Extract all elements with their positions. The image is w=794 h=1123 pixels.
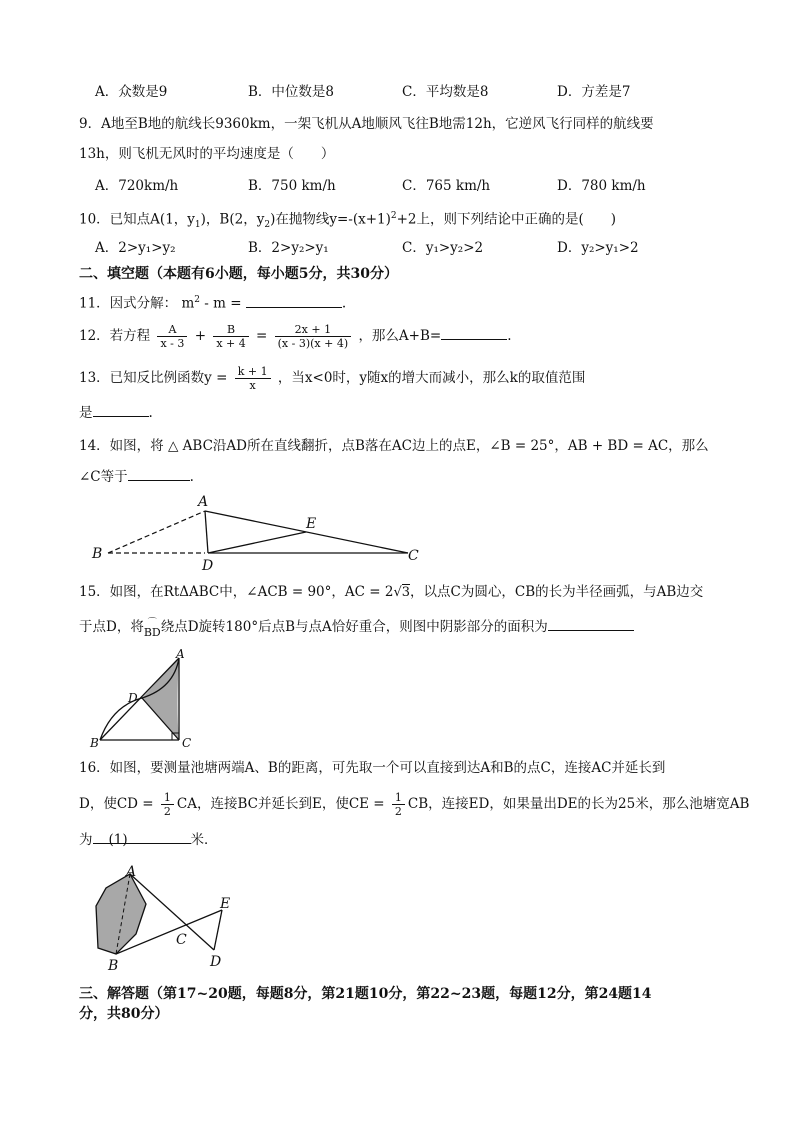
q9-option-b: B．750 km/h — [248, 178, 336, 194]
q9-option-c: C．765 km/h — [402, 178, 491, 194]
q13-fraction: $\frac{k + 1}{x}$ — [235, 365, 271, 392]
q10-option-b: B．2>y₂>y₁ — [248, 240, 329, 256]
q13-line1: 13．已知反比例函数y = $\frac{k + 1}{x}$ ，当x<0时，y随x的增大而减小，那么k的取值范围 — [79, 365, 586, 392]
q16-label-b: B — [108, 958, 119, 974]
section3-line1: 三、解答题（第17~20题，每题8分，第21题10分，第22~23题，每题12分，第24题14 — [79, 986, 652, 1002]
q12: 12．若方程 $\frac{A}{x - 3}$ + $\frac{B}{x + 4}$ = $\frac{2x + 1}{(x - 3)(x + 4)}$ ，那么A+B= . — [79, 323, 512, 350]
q16-line-ed — [214, 910, 222, 950]
section2-title: 二、填空题（本题有6小题，每小题5分，共30分） — [79, 266, 398, 282]
q8-option-c: C．平均数是8 — [402, 84, 489, 100]
q11-answer-blank[interactable] — [246, 293, 342, 308]
q14-line-ad — [205, 511, 208, 553]
q16-label-c: C — [176, 932, 187, 948]
q12-answer-blank[interactable] — [441, 325, 507, 340]
q16-label-e: E — [220, 896, 231, 912]
q16-line2: D，使CD = $\frac{1}{2}$ CA，连接BC并延长到E，使CE = $\frac{1}{2}$ CB，连接ED，如果量出DE的长为25米，那么池塘宽AB — [79, 791, 750, 818]
q13-line2: 是 . — [79, 402, 153, 423]
q15-label-d: D — [128, 691, 138, 705]
q16-pond — [96, 874, 146, 954]
q8-option-b: B．中位数是8 — [248, 84, 335, 100]
q16-label-d: D — [210, 954, 222, 970]
q9-line2: 13h，则飞机无风时的平均速度是（ ） — [79, 146, 335, 162]
q16-label-a: A — [126, 864, 137, 880]
q14-label-a: A — [198, 494, 209, 510]
q16-line3: 为 (1) 米． — [79, 832, 218, 848]
q15-answer-blank[interactable] — [548, 616, 634, 631]
q14-label-d: D — [202, 558, 214, 572]
q14-figure — [88, 492, 428, 572]
q16-fraction-ce: $\frac{1}{2}$ — [392, 791, 405, 818]
section3-line2: 分，共80分） — [79, 1006, 169, 1022]
q14-line-ab — [108, 511, 205, 553]
q15-line2: 于点D，将 ⌒ BD绕点D旋转180°后点B与点A恰好重合，则图中阴影部分的面积为 — [79, 616, 634, 637]
q15-label-b: B — [90, 736, 99, 750]
q10-stem: 10．已知点A(1，$y_1$)，B(2，$y_2$)在抛物线$y=-(x+1)^2+2$上，则下列结论中正确的是( ) — [79, 211, 617, 231]
q15-sqrt: √3 — [393, 585, 411, 600]
q15-line1: 15．如图，在RtΔABC中，∠ACB = 90°，AC = 2√3，以点C为圆心，CB的长为半径画弧，与AB边交 — [79, 584, 704, 600]
q9-option-d: D．780 km/h — [557, 178, 646, 194]
q14-answer-blank[interactable] — [128, 466, 190, 481]
q14-label-c: C — [408, 548, 419, 564]
q9-line1: 9．A地至B地的航线长9360km，一架飞机从A地顺风飞往B地需12h，它逆风飞行同样的航线要 — [79, 116, 654, 132]
q14-line-de — [208, 532, 306, 553]
q10-option-c: C．y₁>y₂>2 — [402, 240, 484, 256]
q15-arc-symbol: ⌒ BD — [143, 617, 161, 639]
q15-label-c: C — [182, 736, 192, 750]
q12-fraction-b: $\frac{B}{x + 4}$ — [213, 323, 248, 350]
q15-shaded-region — [142, 658, 179, 740]
q13-answer-blank[interactable] — [93, 402, 149, 417]
q11: 11．因式分解： $m^2$ - m = . — [79, 290, 346, 314]
q9-option-a: A．720km/h — [95, 178, 179, 194]
q12-fraction-rhs: $\frac{2x + 1}{(x - 3)(x + 4)}$ — [275, 323, 352, 350]
q12-fraction-a: $\frac{A}{x - 3}$ — [157, 323, 187, 350]
q16-figure — [88, 862, 248, 974]
q16-answer-blank[interactable]: (1) — [93, 830, 191, 844]
q10-option-d: D．y₂>y₁>2 — [557, 240, 639, 256]
q14-label-b: B — [92, 546, 103, 562]
q10-option-a: A．2>y₁>y₂ — [95, 240, 176, 256]
q14-label-e: E — [306, 516, 317, 532]
q16-fraction-cd: $\frac{1}{2}$ — [161, 791, 174, 818]
q15-figure — [86, 648, 196, 750]
q16-line1: 16．如图，要测量池塘两端A、B的距离，可先取一个可以直接到达A和B的点C，连接AC并延长到 — [79, 760, 666, 776]
q14-line1: 14．如图，将 △ ABC沿AD所在直线翻折，点B落在AC边上的点E，∠B = 25°，AB + BD = AC，那么 — [79, 438, 709, 454]
q14-line2: ∠C等于 . — [79, 466, 194, 487]
q15-label-a: A — [176, 648, 185, 661]
q8-option-d: D．方差是7 — [557, 84, 631, 100]
q8-option-a: A．众数是9 — [95, 84, 168, 100]
